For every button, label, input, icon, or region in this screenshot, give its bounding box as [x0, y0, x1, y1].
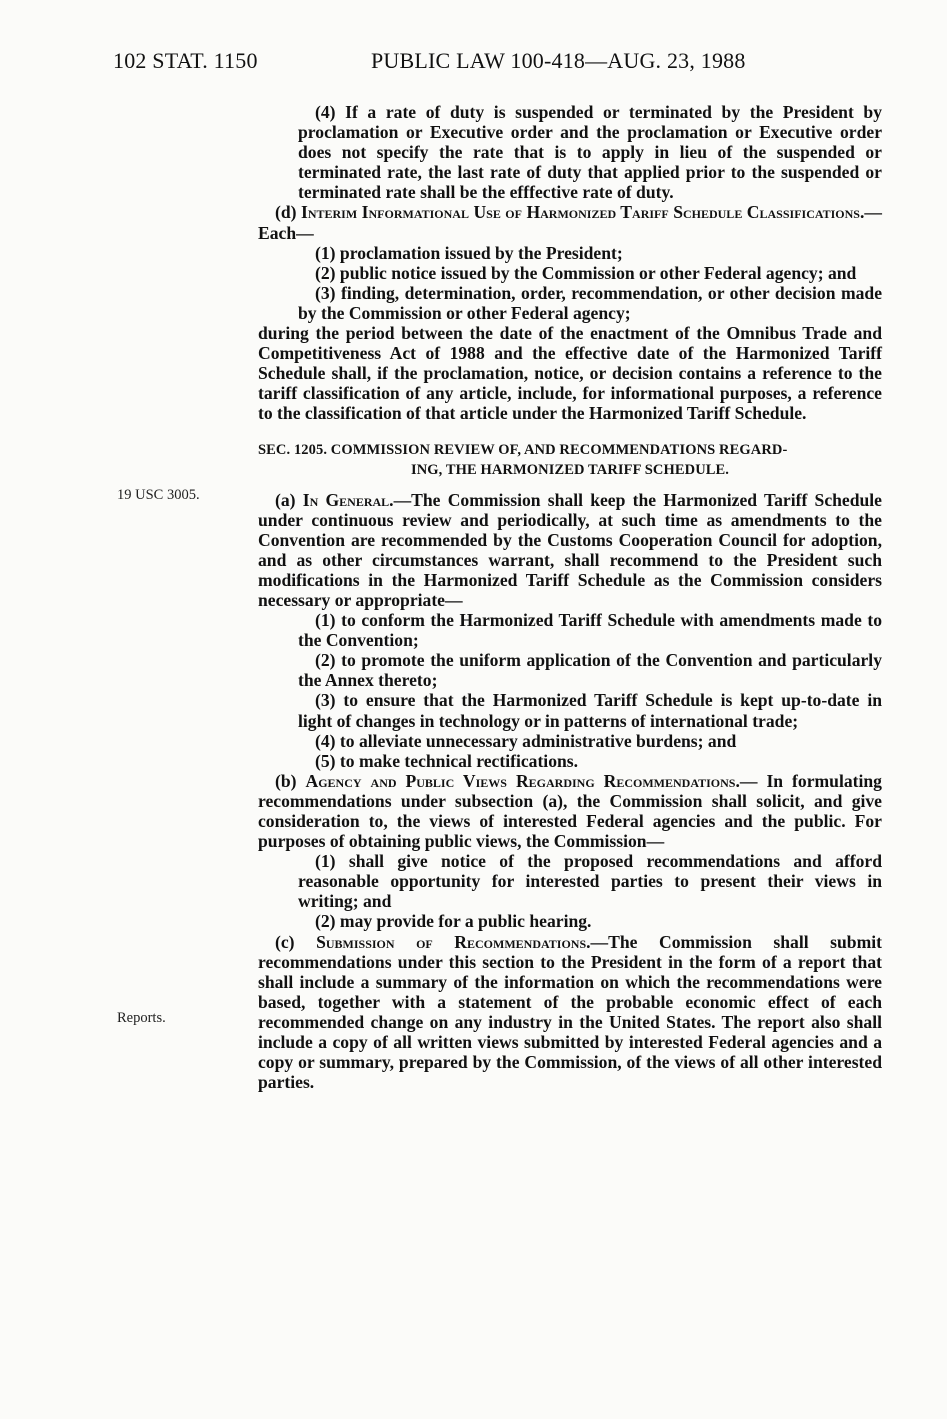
subsection-c-text: —The Commission shall submit recommendations under this section to the President in the form of a report that shall include a summary of the information on which the recommendations were based, together with a statement of the probable economic effect of each recommended change on any industry in the United States. The report also shall include a copy of all written views submitted by interested Federal agencies and a copy or summary, prepared by the Commission, of the views of all other interested parties. [258, 931, 882, 1093]
subsection-d [258, 202, 882, 242]
subsection-d-heading: Interim Informational Use of Harmonized Tariff Schedule Classifications. [301, 202, 865, 223]
subsection-b [258, 771, 882, 851]
item-a2: (2) to promote the uniform application of the Convention and particularly the Annex thereto; [298, 650, 882, 691]
subsection-a-label: (a) [275, 489, 296, 510]
subsection-b-heading: Agency and Public Views Regarding Recommendations. [305, 770, 740, 791]
subsection-d-lead: —Each— [258, 202, 882, 243]
subsection-a-text: —The Commission shall keep the Harmonized Tariff Schedule under continuous review and periodically, at such time as amendments to the Convention are recommended by the Customs Cooperation Council for adoption, and as other circumstances warrant, shall recommend to the President such modifications in the Harmonized Tariff Schedule as the Commission considers necessary or appropriate— [258, 489, 882, 610]
item-b2: (2) may provide for a public hearing. [315, 911, 592, 932]
subsection-b-label: (b) [275, 770, 297, 791]
subsection-c [258, 932, 882, 1093]
subsection-b-text: — In formulating recommendations under subsection (a), the Commission shall solicit, and give consideration to, the views of interested Federal agencies and the public. For purposes of obtaining public views, the Commission— [258, 770, 882, 852]
margin-note-reports: Reports. [117, 1010, 166, 1026]
margin-note-usc: 19 USC 3005. [117, 487, 200, 503]
subsection-a-heading: In General. [302, 489, 394, 510]
section-heading-line1: SEC. 1205. COMMISSION REVIEW OF, AND RECOMMENDATIONS REGARD- [258, 441, 788, 458]
paragraph-4: (4) If a rate of duty is suspended or terminated by the President by proclamation or Executive order and the proclamation or Executive order does not specify the rate that is to apply in lieu of the suspended or terminated rate, the last rate of duty that applied prior to the suspended or terminated rate shall be the efffective rate of duty. [298, 102, 882, 203]
subsection-c-heading: Submission of Recommendations. [316, 931, 591, 952]
item-d3: (3) finding, determination, order, recommendation, or other decision made by the Commission or other Federal agency; [298, 282, 882, 323]
item-d1: (1) proclamation issued by the President; [315, 242, 623, 263]
subsection-a [258, 490, 882, 611]
folio: 102 STAT. 1150 [113, 48, 258, 73]
item-a1: (1) to conform the Harmonized Tariff Schedule with amendments made to the Convention; [298, 610, 882, 651]
item-d2: (2) public notice issued by the Commission or other Federal agency; and [315, 262, 857, 283]
item-a3: (3) to ensure that the Harmonized Tariff Schedule is kept up-to-date in light of changes in technology or in patterns of international trade; [298, 690, 882, 731]
section-heading [258, 440, 882, 480]
subsection-d-tail: during the period between the date of the enactment of the Omnibus Trade and Competitiveness Act of 1988 and the effective date of the Harmonized Tariff Schedule shall, if the proclamation, notice, or decision contains a reference to the tariff classification of any article, include, for informational purposes, a reference to the classification of that article under the Harmonized Tariff Schedule. [258, 323, 882, 424]
item-b1: (1) shall give notice of the proposed recommendations and afford reasonable opportunity for interested parties to present their views in writing; and [298, 851, 882, 912]
item-a4: (4) to alleviate unnecessary administrative burdens; and [315, 730, 737, 751]
subsection-d-label: (d) [275, 202, 297, 223]
running-head: PUBLIC LAW 100-418—AUG. 23, 1988 [371, 48, 746, 73]
item-a5: (5) to make technical rectifications. [315, 750, 579, 771]
subsection-c-label: (c) [275, 931, 295, 952]
section-heading-line2: ING, THE HARMONIZED TARIFF SCHEDULE. [410, 461, 730, 478]
statute-body [258, 102, 882, 1092]
